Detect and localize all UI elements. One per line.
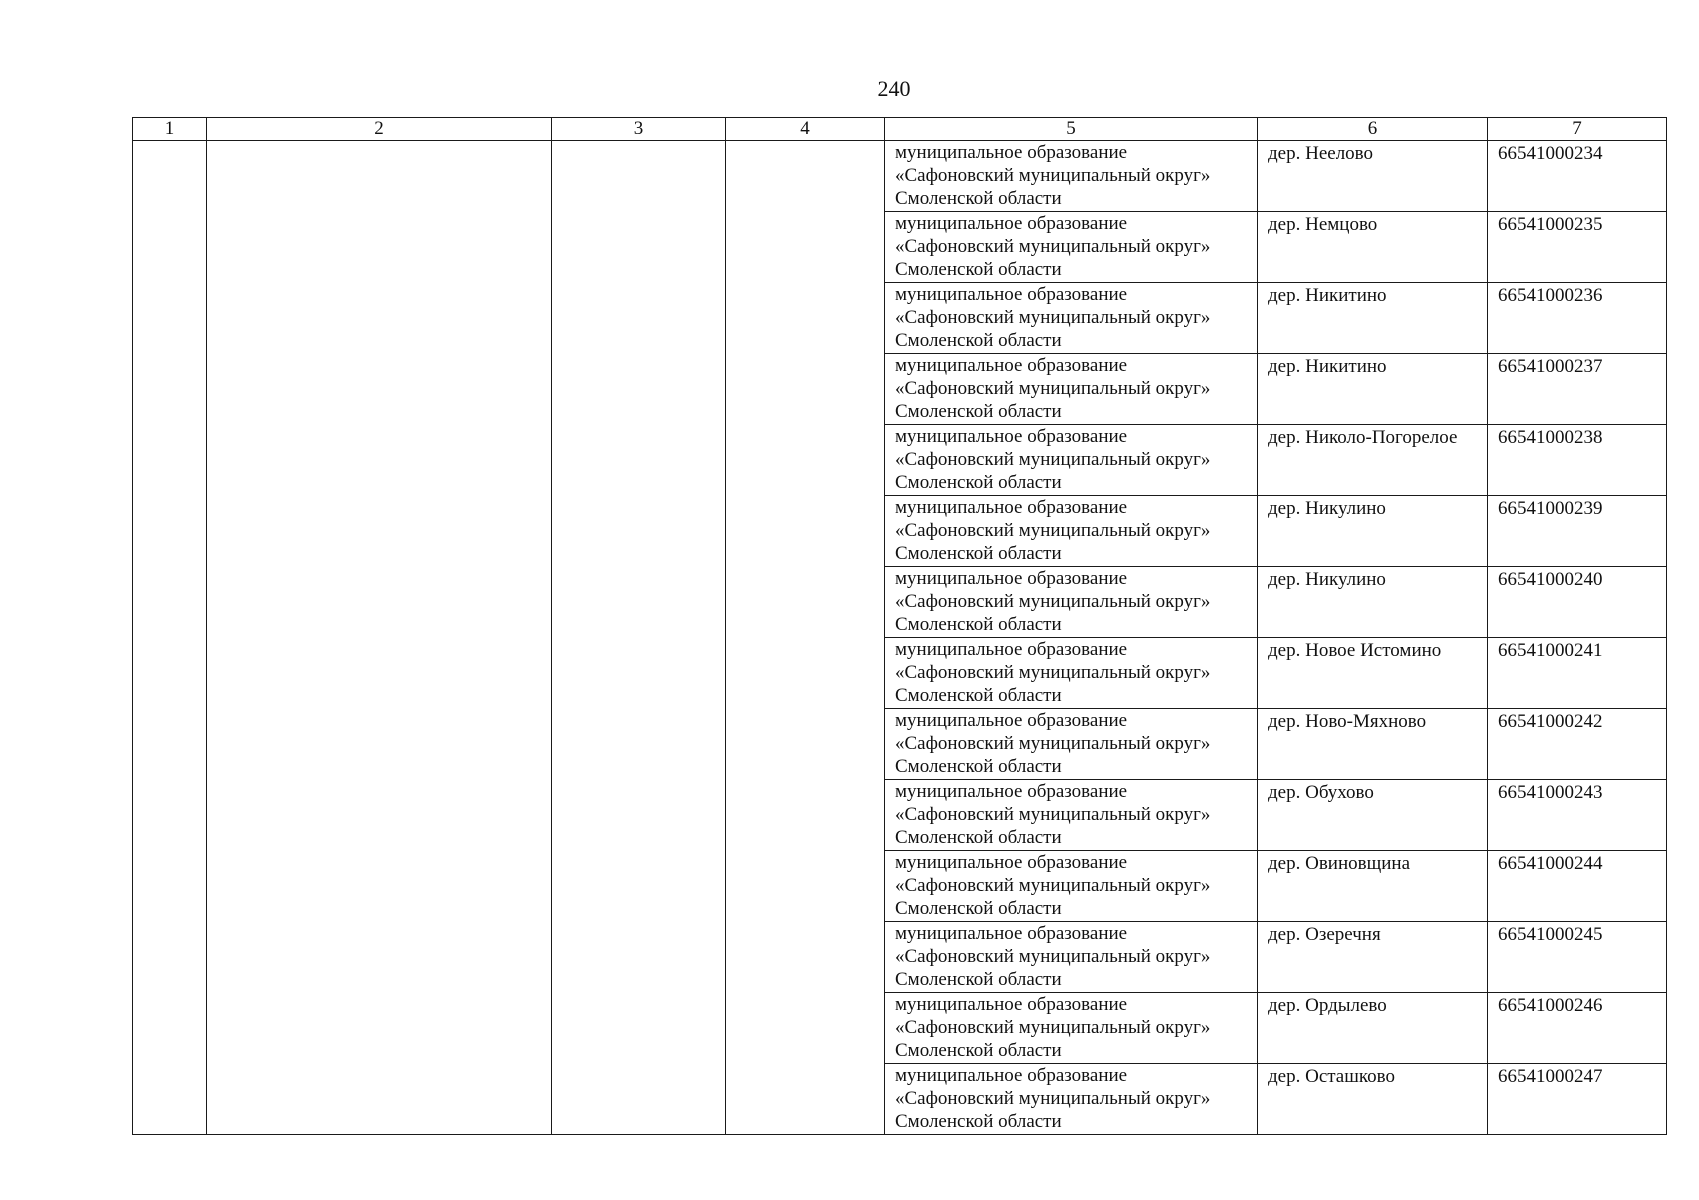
municipality-line: «Сафоновский муниципальный округ» (895, 165, 1211, 186)
municipality-line: Смоленской области (895, 188, 1062, 209)
column-header-2: 2 (207, 118, 552, 141)
municipality-line: муниципальное образование (895, 426, 1128, 447)
municipality-line: «Сафоновский муниципальный округ» (895, 307, 1211, 328)
municipality-cell (885, 212, 1258, 283)
municipality-line: Смоленской области (895, 259, 1062, 280)
code-cell: 66541000236 (1488, 283, 1667, 354)
settlement-cell: дер. Никитино (1258, 354, 1488, 425)
municipality-line: Смоленской области (895, 401, 1062, 422)
municipality-line: «Сафоновский муниципальный округ» (895, 236, 1211, 257)
empty-cell-col2 (207, 141, 552, 1135)
municipality-line: «Сафоновский муниципальный округ» (895, 591, 1211, 612)
code-cell: 66541000239 (1488, 496, 1667, 567)
settlements-table (132, 117, 1667, 1135)
code-cell: 66541000240 (1488, 567, 1667, 638)
municipality-line: «Сафоновский муниципальный округ» (895, 520, 1211, 541)
settlement-cell: дер. Обухово (1258, 780, 1488, 851)
column-header-1: 1 (133, 118, 207, 141)
municipality-cell (885, 922, 1258, 993)
empty-cell-col1 (133, 141, 207, 1135)
settlement-cell: дер. Никулино (1258, 567, 1488, 638)
settlement-cell: дер. Ново-Мяхново (1258, 709, 1488, 780)
municipality-line: муниципальное образование (895, 852, 1128, 873)
municipality-line: муниципальное образование (895, 994, 1128, 1015)
code-cell: 66541000244 (1488, 851, 1667, 922)
code-cell: 66541000238 (1488, 425, 1667, 496)
municipality-line: «Сафоновский муниципальный округ» (895, 449, 1211, 470)
municipality-line: муниципальное образование (895, 497, 1128, 518)
municipality-line: Смоленской области (895, 898, 1062, 919)
municipality-line: муниципальное образование (895, 284, 1128, 305)
column-header-4: 4 (726, 118, 885, 141)
municipality-cell (885, 1064, 1258, 1135)
municipality-line: Смоленской области (895, 1111, 1062, 1132)
municipality-line: Смоленской области (895, 614, 1062, 635)
table-header (133, 118, 1667, 141)
municipality-cell (885, 354, 1258, 425)
column-header-7: 7 (1488, 118, 1667, 141)
settlement-cell: дер. Никулино (1258, 496, 1488, 567)
settlement-cell: дер. Овиновщина (1258, 851, 1488, 922)
municipality-cell (885, 567, 1258, 638)
municipality-line: муниципальное образование (895, 639, 1128, 660)
municipality-line: муниципальное образование (895, 213, 1128, 234)
page-number: 240 (877, 76, 911, 101)
code-cell: 66541000243 (1488, 780, 1667, 851)
municipality-line: муниципальное образование (895, 781, 1128, 802)
municipality-line: «Сафоновский муниципальный округ» (895, 1017, 1211, 1038)
code-cell: 66541000247 (1488, 1064, 1667, 1135)
settlement-cell: дер. Новое Истомино (1258, 638, 1488, 709)
municipality-line: муниципальное образование (895, 710, 1128, 731)
municipality-line: муниципальное образование (895, 1065, 1128, 1086)
municipality-line: Смоленской области (895, 543, 1062, 564)
municipality-line: «Сафоновский муниципальный округ» (895, 378, 1211, 399)
municipality-line: Смоленской области (895, 685, 1062, 706)
column-header-6: 6 (1258, 118, 1488, 141)
header-row (133, 118, 1667, 141)
municipality-line: «Сафоновский муниципальный округ» (895, 875, 1211, 896)
municipality-line: муниципальное образование (895, 355, 1128, 376)
municipality-line: Смоленской области (895, 969, 1062, 990)
municipality-cell (885, 993, 1258, 1064)
municipality-cell (885, 780, 1258, 851)
municipality-cell (885, 141, 1258, 212)
municipality-line: «Сафоновский муниципальный округ» (895, 662, 1211, 683)
municipality-line: «Сафоновский муниципальный округ» (895, 1088, 1211, 1109)
municipality-line: Смоленской области (895, 330, 1062, 351)
municipality-line: Смоленской области (895, 827, 1062, 848)
settlement-cell: дер. Никитино (1258, 283, 1488, 354)
municipality-cell (885, 283, 1258, 354)
municipality-line: «Сафоновский муниципальный округ» (895, 733, 1211, 754)
code-cell: 66541000237 (1488, 354, 1667, 425)
code-cell: 66541000241 (1488, 638, 1667, 709)
settlement-cell: дер. Озеречня (1258, 922, 1488, 993)
municipality-cell (885, 496, 1258, 567)
settlement-cell: дер. Осташково (1258, 1064, 1488, 1135)
municipality-cell (885, 851, 1258, 922)
municipality-line: муниципальное образование (895, 142, 1128, 163)
table-body (133, 141, 1667, 1135)
municipality-cell (885, 425, 1258, 496)
municipality-line: муниципальное образование (895, 568, 1128, 589)
municipality-line: «Сафоновский муниципальный округ» (895, 804, 1211, 825)
municipality-line: Смоленской области (895, 472, 1062, 493)
code-cell: 66541000246 (1488, 993, 1667, 1064)
municipality-line: Смоленской области (895, 756, 1062, 777)
empty-cell-col4 (726, 141, 885, 1135)
empty-cell-col3 (552, 141, 726, 1135)
column-header-5: 5 (885, 118, 1258, 141)
settlement-cell: дер. Неелово (1258, 141, 1488, 212)
municipality-cell (885, 709, 1258, 780)
code-cell: 66541000234 (1488, 141, 1667, 212)
settlement-cell: дер. Немцово (1258, 212, 1488, 283)
table-row (133, 141, 1667, 212)
code-cell: 66541000235 (1488, 212, 1667, 283)
municipality-line: Смоленской области (895, 1040, 1062, 1061)
municipality-cell (885, 638, 1258, 709)
municipality-line: «Сафоновский муниципальный округ» (895, 946, 1211, 967)
settlement-cell: дер. Николо-Погорелое (1258, 425, 1488, 496)
code-cell: 66541000245 (1488, 922, 1667, 993)
code-cell: 66541000242 (1488, 709, 1667, 780)
column-header-3: 3 (552, 118, 726, 141)
settlement-cell: дер. Ордылево (1258, 993, 1488, 1064)
municipality-line: муниципальное образование (895, 923, 1128, 944)
